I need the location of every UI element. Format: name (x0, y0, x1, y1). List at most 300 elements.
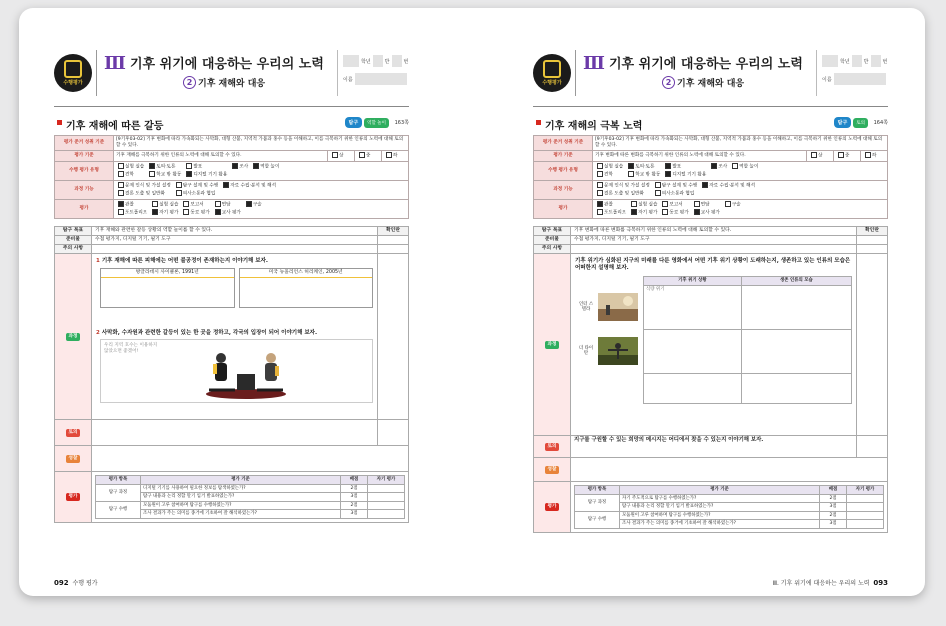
discussion-label: 토의 (66, 429, 81, 437)
checklist-option[interactable] (595, 163, 623, 171)
header-rule (54, 106, 409, 107)
checklist-option[interactable] (116, 182, 171, 190)
checked-box-icon (149, 163, 155, 169)
confirm-cell[interactable] (378, 245, 409, 254)
rubric-item: 탐구 과정 (96, 484, 141, 501)
student-info (343, 52, 409, 88)
footer-text: Ⅲ. 기후 위기에 대응하는 우리의 노력 (772, 580, 870, 587)
checklist-option[interactable] (181, 201, 209, 209)
checkbox-icon (662, 201, 668, 207)
checkbox-icon (118, 171, 124, 177)
checkbox-icon (215, 201, 221, 207)
checked-box-icon (711, 163, 717, 169)
type-options (593, 161, 888, 180)
rubric-item: 탐구 수행 (96, 501, 141, 518)
level-label: 하 (872, 153, 877, 159)
checkbox-icon (118, 182, 124, 188)
process-column (55, 254, 92, 420)
checklist-option[interactable] (213, 201, 241, 209)
confirm-cell[interactable] (857, 254, 888, 436)
checklist-option[interactable] (709, 163, 727, 171)
option-label: 관찰 (125, 202, 134, 207)
level-label: 상 (339, 153, 344, 159)
checkbox-icon (183, 209, 189, 215)
activity-type-tag: 역할 놀이 (364, 118, 389, 128)
checklist-option[interactable] (150, 201, 178, 209)
unit-number: Ⅲ (104, 53, 126, 74)
type-checklist (595, 163, 885, 179)
checklist-option[interactable] (660, 201, 688, 209)
evaluation-label: 평가 (545, 503, 560, 511)
option-label: 토의·토론 (635, 164, 655, 169)
method-options (593, 199, 888, 218)
option-label: 탐구 설계 및 수행 (661, 183, 698, 188)
level-mid[interactable] (355, 151, 382, 162)
skill-checklist (116, 182, 406, 198)
movie-table (575, 276, 852, 404)
checklist-option[interactable] (626, 171, 660, 179)
section-bullet-icon (536, 120, 541, 125)
confirm-cell[interactable] (378, 254, 409, 420)
name-field[interactable] (834, 73, 886, 85)
option-label: 견학 (604, 172, 613, 178)
checkbox-icon (732, 163, 738, 169)
rubric-cell (92, 472, 409, 523)
rubric-points: 2점 (341, 484, 368, 493)
evaluation-criteria-table (54, 135, 409, 219)
grade-field[interactable] (343, 55, 359, 67)
checklist-option[interactable] (184, 171, 227, 179)
speech-hint: 우리 지역 호수는 이용하지 않았으면 좋겠어! (104, 343, 158, 354)
confirm-cell[interactable] (857, 245, 888, 254)
rubric-points: 2점 (341, 501, 368, 510)
checklist-option[interactable] (116, 163, 144, 171)
number-field[interactable] (392, 55, 402, 67)
standard-text: 기후 변화에 따른 변화를 극복하기 위한 인류의 노력에 대해 토의할 수 있다. (593, 151, 807, 162)
performance-assessment-logo (533, 54, 571, 92)
checkbox-icon (597, 163, 603, 169)
checklist-option[interactable] (660, 209, 688, 217)
reflection-column (55, 446, 92, 472)
option-label: 자료 수집·분석 및 해석 (230, 183, 277, 188)
class-field[interactable] (852, 55, 862, 67)
roleplay-answer-box[interactable] (100, 339, 373, 403)
answer-box-caption: 방글라데시 사이클론, 1991년 (101, 269, 234, 278)
type-checklist (116, 163, 406, 179)
process-content (92, 254, 378, 420)
checkbox-icon (152, 201, 158, 207)
checklist-option[interactable] (700, 182, 755, 190)
type-header: 수행 평가 유형 (55, 161, 114, 180)
checkbox-icon (811, 152, 817, 158)
reflection-column (534, 458, 571, 482)
method-header: 평가 (55, 199, 114, 218)
checklist-option[interactable] (629, 201, 657, 209)
rubric-points: 3점 (820, 503, 847, 512)
checklist-option[interactable] (653, 190, 697, 198)
rubric-points: 2점 (820, 511, 847, 520)
checkbox-icon (118, 190, 124, 196)
option-label: 학교 밖 활동 (156, 172, 182, 178)
inquiry-tag: 탐구 (345, 117, 363, 128)
checkbox-icon (655, 182, 661, 188)
rubric-head-points: 배점 (820, 486, 847, 495)
checklist-option[interactable] (174, 190, 218, 198)
option-label: 실험 실습 (159, 202, 179, 207)
method-checklist (116, 201, 406, 217)
criteria-header: 평가 준거 성취 기준 (55, 136, 114, 151)
evaluation-label: 평가 (66, 493, 81, 501)
movie-cell (575, 329, 644, 373)
rubric-head-points: 배점 (341, 476, 368, 485)
movie-cell (575, 285, 644, 329)
option-label: 견학 (125, 172, 134, 178)
number-label: 번 (403, 58, 409, 65)
checklist-option[interactable] (221, 182, 276, 190)
name-label: 이름 (343, 76, 353, 83)
self-score-cell[interactable] (368, 501, 405, 510)
activity-tags (345, 117, 390, 128)
checklist-option[interactable] (213, 209, 241, 217)
option-label: 실험 실습 (638, 202, 658, 207)
inquiry-tag: 탐구 (834, 117, 852, 128)
subsection-title: 기후 재해와 대응 (677, 79, 745, 89)
checklist-option[interactable] (730, 163, 758, 171)
goal-header: 탐구 목표 (55, 227, 92, 236)
option-label: 결론 도출 및 일반화 (604, 191, 644, 197)
checkbox-icon (186, 163, 192, 169)
option-label: 교사 평가 (700, 210, 720, 216)
section-heading (54, 116, 409, 130)
situation-cell[interactable] (644, 373, 742, 403)
checkbox-icon (597, 171, 603, 177)
checklist-option[interactable] (116, 171, 144, 179)
rubric-item: 탐구 수행 (575, 511, 620, 528)
answer-box-caption: 미국 뉴올리언스 허리케인, 2005년 (240, 269, 373, 278)
survivor-cell[interactable] (741, 285, 851, 329)
activity-table (533, 226, 888, 533)
checkbox-icon (655, 190, 661, 196)
grade-field[interactable] (822, 55, 838, 67)
option-label: 문제 인식 및 가설 설정 (604, 183, 650, 188)
checklist-option[interactable] (181, 209, 209, 217)
reflection-content[interactable] (92, 446, 409, 472)
movie-title: 더 타이탄 (578, 345, 594, 357)
rubric-criteria: 조사 결과가 주는 의미를 종거에 기초하여 잘 해석하였는가? (620, 520, 820, 529)
checklist-option[interactable] (230, 163, 248, 171)
option-label: 역할 놀이 (260, 164, 280, 169)
checklist-option[interactable] (723, 201, 741, 209)
caution-header: 주의 사항 (534, 245, 571, 254)
self-score-cell[interactable] (847, 520, 884, 529)
confirm-cell[interactable] (857, 436, 888, 458)
level-low[interactable] (382, 151, 409, 162)
self-score-cell[interactable] (847, 511, 884, 520)
rubric-criteria: 자기 주도적으로 탐구를 수행하였는가? (620, 494, 820, 503)
rubric-cell (571, 482, 888, 533)
checked-box-icon (152, 209, 158, 215)
prep-text: 수첩 평가지, 디지털 기기, 필기 도구 (92, 236, 378, 245)
checklist-option[interactable] (116, 190, 171, 198)
process-label: 과정 (545, 341, 560, 349)
process-label: 과정 (66, 333, 81, 341)
option-label: 자기 평가 (638, 210, 658, 216)
option-label: 조사 (239, 164, 249, 169)
number-field[interactable] (871, 55, 881, 67)
header-rule (533, 106, 888, 107)
col-survivors: 생존 인류의 모습 (741, 277, 851, 286)
caution-header: 주의 사항 (55, 245, 92, 254)
checked-box-icon (186, 171, 192, 177)
section-heading (533, 116, 888, 130)
self-score-cell[interactable] (847, 494, 884, 503)
page-header (533, 48, 888, 106)
header-divider (337, 50, 338, 96)
option-label: 포트폴리오 (125, 210, 148, 216)
subsection-title: 기후 재해와 대응 (198, 79, 266, 89)
checked-box-icon (628, 163, 634, 169)
section-title: 기후 재해에 따른 갈등 (66, 121, 164, 132)
self-score-cell[interactable] (368, 484, 405, 493)
standard-text: 기후 재해를 극복하기 위한 인류의 노력에 대해 토의할 수 있다. (114, 151, 328, 162)
checklist-option[interactable] (595, 201, 626, 209)
page-footer (54, 578, 98, 587)
level-low[interactable] (861, 151, 888, 162)
class-field[interactable] (373, 55, 383, 67)
level-label: 중 (845, 153, 850, 159)
survivor-cell[interactable] (741, 329, 851, 373)
movie-still-image (598, 337, 638, 365)
rubric-points: 3점 (341, 493, 368, 502)
rubric-table (574, 485, 884, 529)
header-divider (575, 50, 576, 96)
name-label: 이름 (822, 76, 832, 83)
page-reference: 164쪽 (873, 120, 888, 126)
page-reference: 163쪽 (394, 120, 409, 126)
grade-label: 학년 (840, 58, 850, 65)
caution-text[interactable] (92, 245, 378, 254)
confirm-header: 확인란 (378, 227, 409, 236)
checkbox-icon (597, 182, 603, 188)
rubric-criteria: 모둠원이 고루 참여하며 탐구를 수행하였는가? (620, 511, 820, 520)
checklist-option[interactable] (251, 163, 279, 171)
logo-text: 수행평가 (63, 80, 83, 86)
rubric-points: 3점 (820, 520, 847, 529)
option-label: 면담 (700, 202, 710, 207)
textbook-spread (19, 8, 925, 596)
checklist-option[interactable] (244, 201, 262, 209)
process-content (571, 254, 857, 436)
option-label: 실험 실습 (604, 164, 624, 169)
checklist-option[interactable] (174, 182, 218, 190)
level-mid[interactable] (834, 151, 861, 162)
checklist-option[interactable] (150, 209, 178, 217)
checklist-option[interactable] (653, 182, 697, 190)
checkbox-icon (597, 209, 603, 215)
option-label: 동료 평가 (190, 210, 210, 216)
question-text: 기후 재해에 따른 피해에는 어떤 불공정이 존재하는지 이야기해 보자. (101, 258, 269, 264)
survivor-cell[interactable] (741, 373, 851, 403)
activity-table (54, 226, 409, 523)
checked-box-icon (665, 163, 671, 169)
option-label: 결론 도출 및 일반화 (125, 191, 165, 197)
checkbox-icon (332, 152, 338, 158)
reflection-content[interactable] (571, 458, 888, 482)
discussion-content[interactable] (92, 420, 378, 446)
checked-box-icon (215, 209, 221, 215)
header-divider (96, 50, 97, 96)
checklist-option[interactable] (626, 163, 660, 171)
skill-options (114, 180, 409, 199)
option-label: 면담 (221, 202, 231, 207)
checked-box-icon (253, 163, 259, 169)
process-prompt: 기후 위기가 심화된 지구의 미래를 다룬 영화에서 어떤 기후 위기 상황이 도래하는지, 생존하고 있는 인류의 모습은 어떠한지 설명해 보자. (575, 258, 851, 271)
method-checklist (595, 201, 885, 217)
unit-title: 기후 위기에 대응하는 우리의 노력 (130, 57, 324, 72)
name-field[interactable] (355, 73, 407, 85)
option-label: 보고서 (669, 202, 683, 207)
skill-checklist (595, 182, 885, 198)
skill-header: 과정 기능 (55, 180, 114, 199)
goal-text: 기후 재해와 관련한 갈등 상황의 역할 놀이를 할 수 있다. (92, 227, 378, 236)
question-number: 1 (96, 258, 100, 264)
answer-hint: 식량 위기 (646, 286, 665, 292)
checklist-option[interactable] (147, 163, 181, 171)
checked-box-icon (597, 201, 603, 207)
level-label: 중 (366, 153, 371, 159)
self-score-cell[interactable] (847, 503, 884, 512)
criteria-header: 평가 준거 성취 기준 (534, 136, 593, 151)
subsection-number: 2 (662, 76, 675, 89)
level-label: 상 (818, 153, 823, 159)
logo-mark-icon (64, 60, 82, 78)
rubric-criteria: 디지털 기기를 사용하여 필요한 정보를 탐색하였는가? (141, 484, 341, 493)
evaluation-criteria-table (533, 135, 888, 219)
goal-header: 탐구 목표 (534, 227, 571, 236)
level-high[interactable] (807, 151, 834, 162)
confirm-cell[interactable] (857, 236, 888, 245)
checkbox-icon (183, 201, 189, 207)
footer-text: 수행 평가 (72, 580, 98, 587)
situation-cell[interactable] (644, 329, 742, 373)
prep-header: 준비물 (55, 236, 92, 245)
checklist-option[interactable] (692, 209, 720, 217)
answer-box[interactable] (239, 268, 374, 308)
checkbox-icon (359, 152, 365, 158)
section-title: 기후 재해의 극복 노력 (545, 121, 643, 132)
option-label: 문제 인식 및 가설 설정 (125, 183, 171, 188)
option-label: 의사소통과 협업 (661, 191, 695, 197)
activity-type-tag: 토의 (853, 118, 868, 128)
discussion-column (55, 420, 92, 446)
checkbox-icon (597, 190, 603, 196)
question-2 (96, 330, 373, 336)
rubric-criteria: 탐구 내용과 논리 정합 말기 입거 발표하였는가? (620, 503, 820, 512)
checkbox-icon (118, 163, 124, 169)
checklist-option[interactable] (595, 171, 623, 179)
checklist-option[interactable] (692, 201, 720, 209)
standard-header: 평가 기준 (55, 151, 114, 162)
page-footer (773, 578, 888, 587)
checkbox-icon (865, 152, 871, 158)
option-label: 실험 실습 (125, 164, 145, 169)
checklist-option[interactable] (116, 201, 147, 209)
prep-text: 수첩 평가지, 디지털 기기, 필기 도구 (571, 236, 857, 245)
skill-options (593, 180, 888, 199)
rubric-head-criteria: 평가 기준 (141, 476, 341, 485)
checked-box-icon (118, 201, 124, 207)
checkbox-icon (176, 182, 182, 188)
subsection-number: 2 (183, 76, 196, 89)
rubric-criteria: 탐구 내용과 논리 정합 말기 입거 발표하였는가? (141, 493, 341, 502)
checklist-option[interactable] (629, 209, 657, 217)
option-label: 포트폴리오 (604, 210, 627, 216)
logo-mark-icon (543, 60, 561, 78)
method-header: 평가 (534, 199, 593, 218)
option-label: 동료 평가 (669, 210, 689, 216)
checkbox-icon (386, 152, 392, 158)
checklist-option[interactable] (663, 171, 706, 179)
confirm-cell[interactable] (378, 236, 409, 245)
caution-text[interactable] (571, 245, 857, 254)
prep-header: 준비물 (534, 236, 571, 245)
answer-box[interactable] (100, 268, 235, 308)
checked-box-icon (702, 182, 708, 188)
rubric-criteria: 조사 결과가 주는 의미를 종거에 기초하여 잘 해석하였는가? (141, 510, 341, 519)
checklist-option[interactable] (663, 163, 706, 171)
option-label: 디지털 기기 활용 (672, 172, 707, 178)
rubric-head-item: 평가 항목 (96, 476, 141, 485)
option-label: 관찰 (604, 202, 613, 207)
question-text: 사막화, 수자원과 관련한 갈등이 있는 한 곳을 정하고, 각국의 입장이 되어 이야기해 보자. (101, 330, 318, 336)
checklist-option[interactable] (116, 209, 147, 217)
confirm-header: 확인란 (857, 227, 888, 236)
checklist-option[interactable] (184, 163, 227, 171)
criteria-text: [9기후03-02] 기후 변화에 따라 가속화되는 사막화, 대형 산불, 지역적 가뭄과 홍수 등을 이해하고, 이를 극복하기 위한 인류의 노력에 대해 토의할 수 있다. (593, 136, 888, 151)
goal-text: 기후 변화에 따른 변화를 극복하기 위한 인류의 노력에 대해 토의할 수 있다. (571, 227, 857, 236)
blank-corner (575, 277, 644, 286)
activity-tags (834, 117, 868, 128)
option-label: 구술 (252, 202, 262, 207)
option-label: 역할 놀이 (739, 164, 759, 169)
self-score-cell[interactable] (368, 510, 405, 519)
rubric-head-self: 자기 평가 (847, 486, 884, 495)
option-label: 조사 (718, 164, 728, 169)
class-label: 반 (863, 58, 869, 65)
type-options (114, 161, 409, 180)
logo-text: 수행평가 (542, 80, 562, 86)
option-label: 자료 수집·분석 및 해석 (709, 183, 756, 188)
checklist-option[interactable] (147, 171, 181, 179)
checklist-option[interactable] (595, 209, 626, 217)
confirm-cell[interactable] (378, 420, 409, 446)
checked-box-icon (232, 163, 238, 169)
unit-number: Ⅲ (583, 53, 605, 74)
checklist-option[interactable] (595, 182, 650, 190)
rubric-criteria: 모둠원이 고루 참여하며 탐구를 수행하였는가? (141, 501, 341, 510)
checkbox-icon (725, 201, 731, 207)
rubric-head-criteria: 평가 기준 (620, 486, 820, 495)
page-header (54, 48, 409, 106)
discussion-column (534, 436, 571, 458)
question-number: 2 (96, 330, 100, 336)
situation-cell[interactable] (644, 285, 742, 329)
checklist-option[interactable] (595, 190, 650, 198)
self-score-cell[interactable] (368, 493, 405, 502)
checked-box-icon (246, 201, 252, 207)
reflection-label: 성찰 (66, 455, 81, 463)
level-high[interactable] (328, 151, 355, 162)
